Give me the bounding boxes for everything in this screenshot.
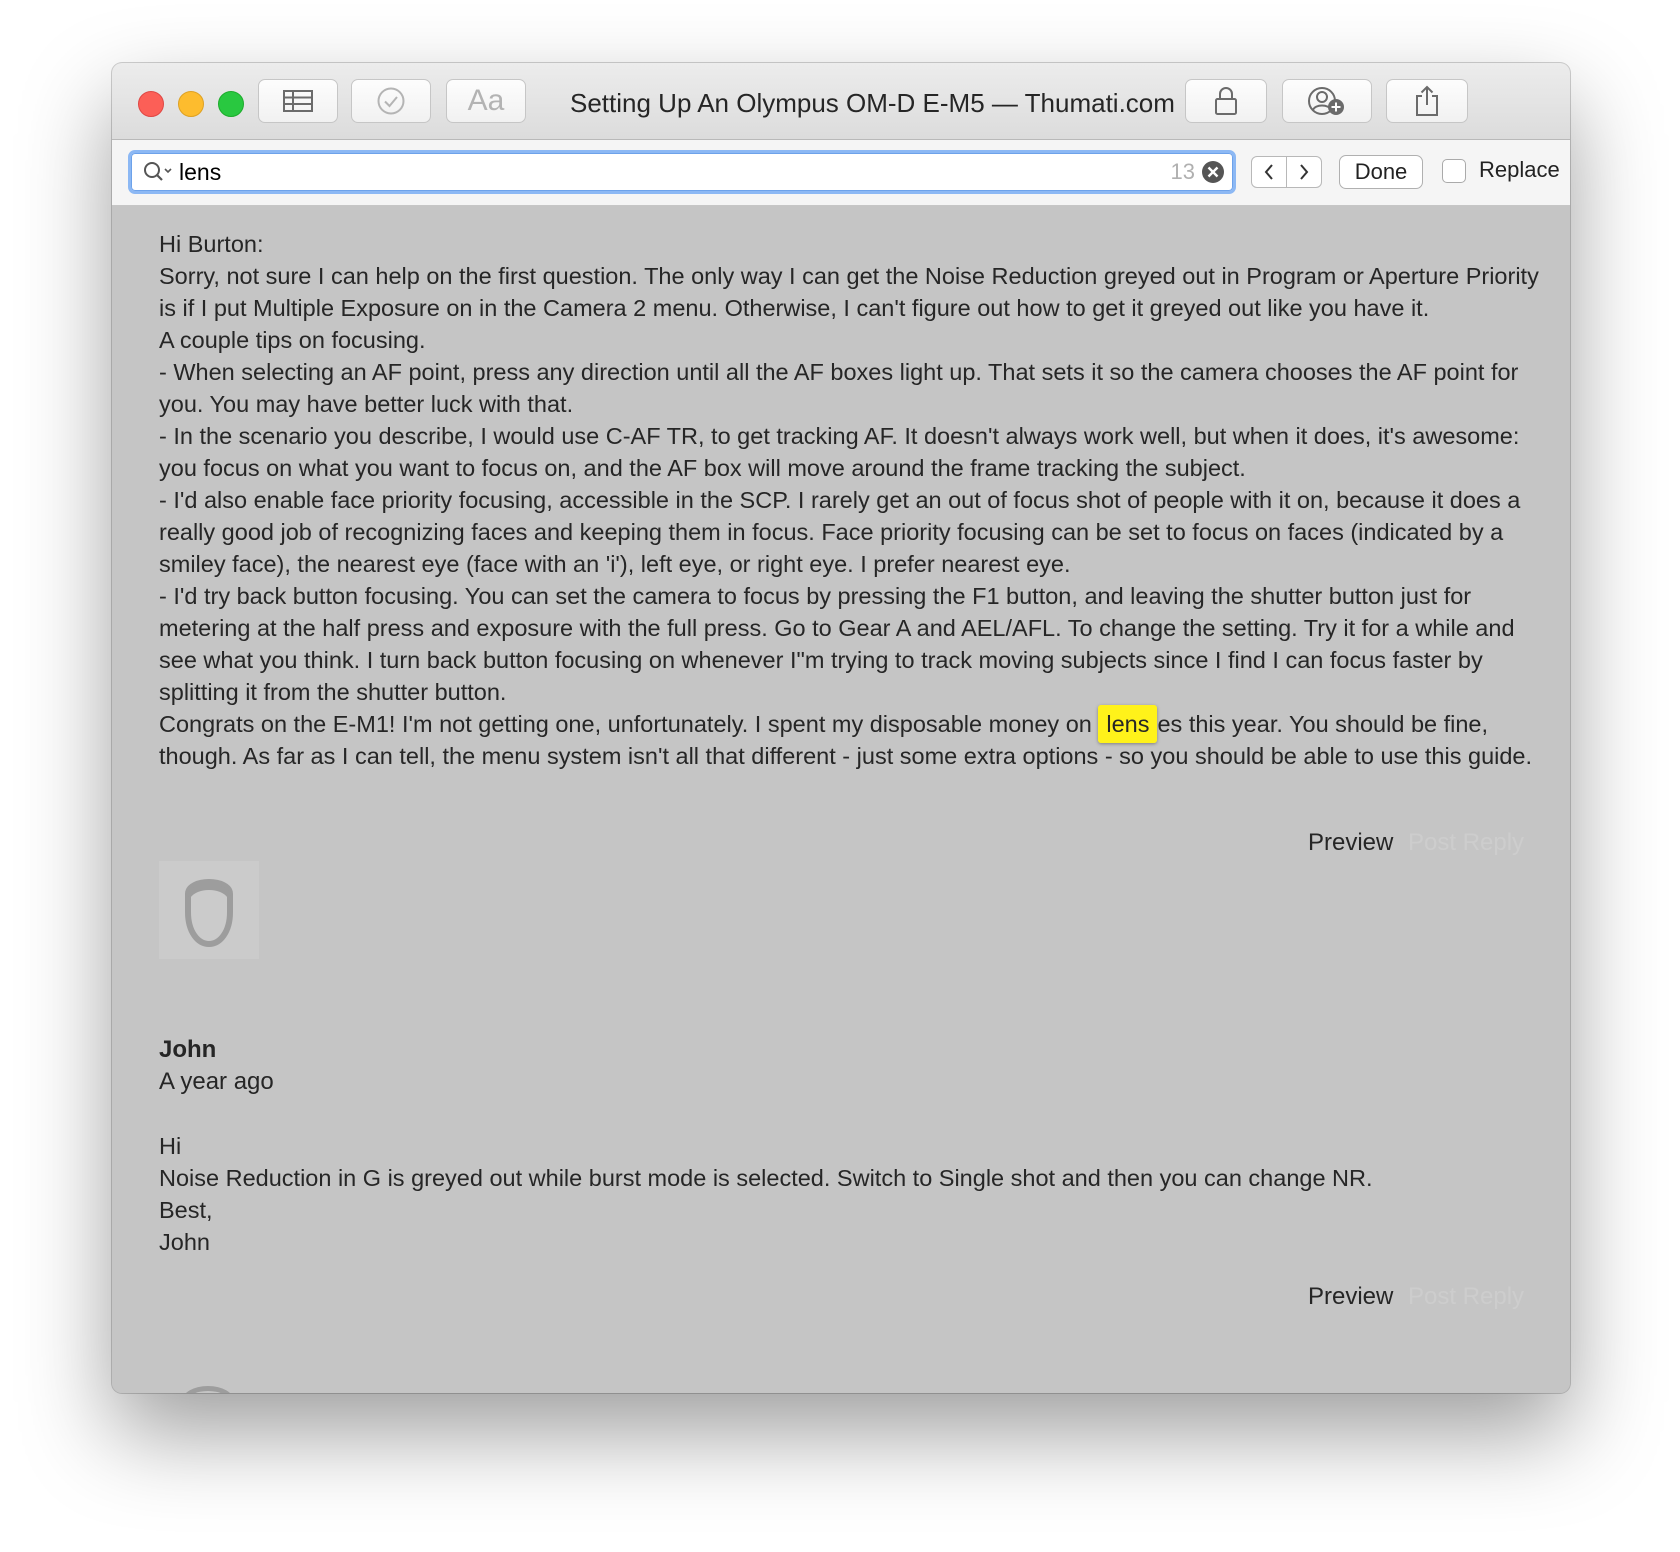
previous-match-button[interactable]	[1251, 156, 1287, 188]
sidebar-grid-icon	[283, 90, 313, 112]
browser-window	[112, 63, 1570, 1393]
chevron-right-icon	[1298, 163, 1310, 181]
reader-font-button[interactable]	[446, 79, 526, 123]
share-button[interactable]	[1386, 79, 1468, 123]
page-content	[112, 206, 1570, 1393]
close-window-button[interactable]	[138, 91, 164, 117]
window-title: Setting Up An Olympus OM-D E-M5 — Thumati.com	[570, 88, 1175, 118]
reading-list-button[interactable]	[351, 79, 431, 123]
preview-link[interactable]: Preview	[1308, 829, 1394, 856]
replace-label: Replace	[1479, 157, 1560, 182]
preview-link[interactable]: Preview	[1308, 1283, 1394, 1310]
sidebar-button[interactable]	[258, 79, 338, 123]
clear-search-icon[interactable]	[1201, 160, 1225, 184]
find-bar	[112, 140, 1570, 206]
add-person-icon	[1306, 85, 1348, 117]
comment-author: John	[159, 1036, 217, 1063]
find-field[interactable]	[128, 150, 1236, 194]
share-icon	[1414, 85, 1440, 117]
comment-body	[159, 228, 1539, 772]
reader-font-label: Aa	[467, 84, 505, 117]
comment-body: Hi Noise Reduction in G is greyed out while burst mode is selected. Switch to Single shot and then you can change NR. Best, John	[159, 1133, 1373, 1255]
replace-checkbox[interactable]	[1442, 159, 1466, 183]
title-bar	[112, 63, 1570, 140]
avatar	[182, 1386, 234, 1393]
post-reply-link[interactable]: Post Reply	[1408, 829, 1525, 856]
comment-text: Hi Burton: Sorry, not sure I can help on the first question. The only way I can get the Noise Reduction greyed out in Program or Aperture Priority is if I put Multiple Exposure on in the Camera 2 menu. Otherwise, I can't figure out how to get it greyed out like you have it. A couple tips on focusing. - When selecting an AF point, press any direction until all the AF boxes light up. That sets it so the camera chooses the AF point for you. You may have better luck with that. - In the scenario you describe, I would use C-AF TR, to get tracking AF. It doesn't always work well, but when it does, it's awesome: you focus on what you want to focus on, and the AF box will move around the frame tracking the subject. - I'd also enable face priority focusing, accessible in the SCP. I rarely get an out of focus shot of people with it on, because it does a really good job of recognizing faces and keeping them in focus. Face priority focusing can be set to focus on faces (indicated by a smiley face), the nearest eye (face with an 'i'), left eye, or right eye. I prefer nearest eye. - I'd try back button focusing. You can set the camera to focus by pressing the F1 button, and leaving the shutter button just for metering at the half press and exposure with the full press. Go to Gear A and AEL/AFL. To change the setting. Try it for a while and see what you think. I turn back button focusing on whenever I"m trying to track moving subjects since I find I can focus faster by splitting it from the shutter button. Congrats on the E-M1! I'm not getting one, unfortunately. I spent my disposable money on	[159, 231, 1539, 737]
checkmark-circle-icon	[376, 86, 406, 116]
lock-button[interactable]	[1185, 79, 1267, 123]
done-button[interactable]: Done	[1339, 155, 1423, 189]
next-match-button[interactable]	[1286, 156, 1322, 188]
find-input[interactable]	[179, 157, 1039, 187]
chevron-left-icon	[1263, 163, 1275, 181]
search-icon[interactable]	[143, 161, 175, 185]
default-avatar-icon	[178, 872, 240, 948]
comment-timestamp: A year ago	[159, 1068, 274, 1095]
add-person-button[interactable]	[1282, 79, 1372, 123]
post-reply-link[interactable]: Post Reply	[1408, 1283, 1525, 1310]
comment-text-continued: es this year. You should be fine, though. As far as I can tell, the menu system isn't all that different - just some extra options - so you should be able to use this guide.	[159, 711, 1533, 769]
match-count: 13	[1170, 159, 1195, 184]
minimize-window-button[interactable]	[178, 91, 204, 117]
zoom-window-button[interactable]	[218, 91, 244, 117]
lock-icon	[1214, 86, 1238, 116]
avatar	[159, 861, 259, 959]
find-highlight: lens	[1098, 705, 1157, 743]
